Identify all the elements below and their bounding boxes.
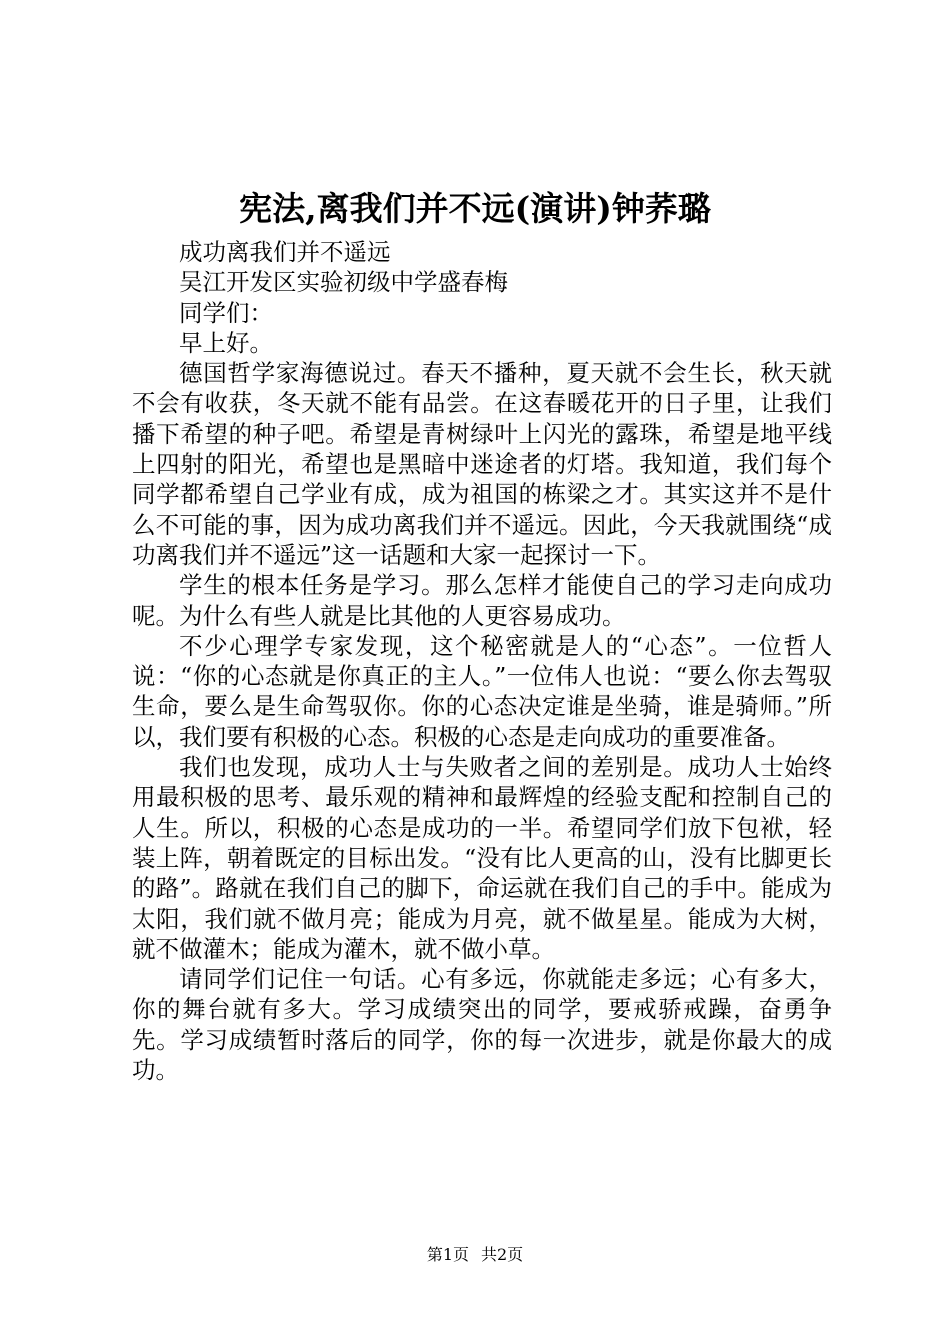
page-count: 共2页 [481,1245,524,1264]
paragraph: 德国哲学家海德说过。春天不播种，夏天就不会生长，秋天就不会有收获，冬天就不能有品尝。在这春暖花开的日子里，让我们播下希望的种子吧。希望是青树绿叶上闪光的露珠，希望是地平线上四射的阳光，希望也是黑暗中迷途者的灯塔。我知道，我们每个同学都希望自己学业有成，成为祖国的栋梁之才。其实这并不是什么不可能的事，因为成功离我们并不遥远。因此，今天我就围绕“成功离我们并不遥远”这一话题和大家一起探讨一下。 [132,359,832,569]
paragraph-author: 吴江开发区实验初级中学盛春梅 [179,268,508,297]
page-number: 第1页 [426,1245,469,1264]
paragraph: 学生的根本任务是学习。那么怎样才能使自己的学习走向成功呢。为什么有些人就是比其他的人更容易成功。 [132,571,832,630]
paragraph: 请同学们记住一句话。心有多远，你就能走多远；心有多大，你的舞台就有多大。学习成绩突出的同学，要戒骄戒躁，奋勇争先。学习成绩暂时落后的同学，你的每一次进步，就是你最大的成功。 [132,965,832,1085]
paragraph-subtitle: 成功离我们并不遥远 [179,238,391,266]
paragraph-salutation: 同学们： [179,298,273,327]
document-body [132,237,832,1085]
page-footer [0,1244,950,1266]
paragraph-greeting: 早上好。 [179,328,273,357]
paragraph: 不少心理学专家发现，这个秘密就是人的“心态”。一位哲人说：“你的心态就是你真正的主人。”一位伟人也说：“要么你去驾驭生命，要么是生命驾驭你。你的心态决定谁是坐骑，谁是骑师。”所以，我们要有积极的心态。积极的心态是走向成功的重要准备。 [132,631,832,751]
document-title: 宪法,离我们并不远(演讲)钟荞璐 [239,189,711,228]
paragraph: 我们也发现，成功人士与失败者之间的差别是。成功人士始终用最积极的思考、最乐观的精神和最辉煌的经验支配和控制自己的人生。所以，积极的心态是成功的一半。希望同学们放下包袱，轻装上阵，朝着既定的目标出发。“没有比人更高的山，没有比脚更长的路”。路就在我们自己的脚下，命运就在我们自己的手中。能成为太阳，我们就不做月亮；能成为月亮，就不做星星。能成为大树，就不做灌木；能成为灌木，就不做小草。 [132,753,832,963]
